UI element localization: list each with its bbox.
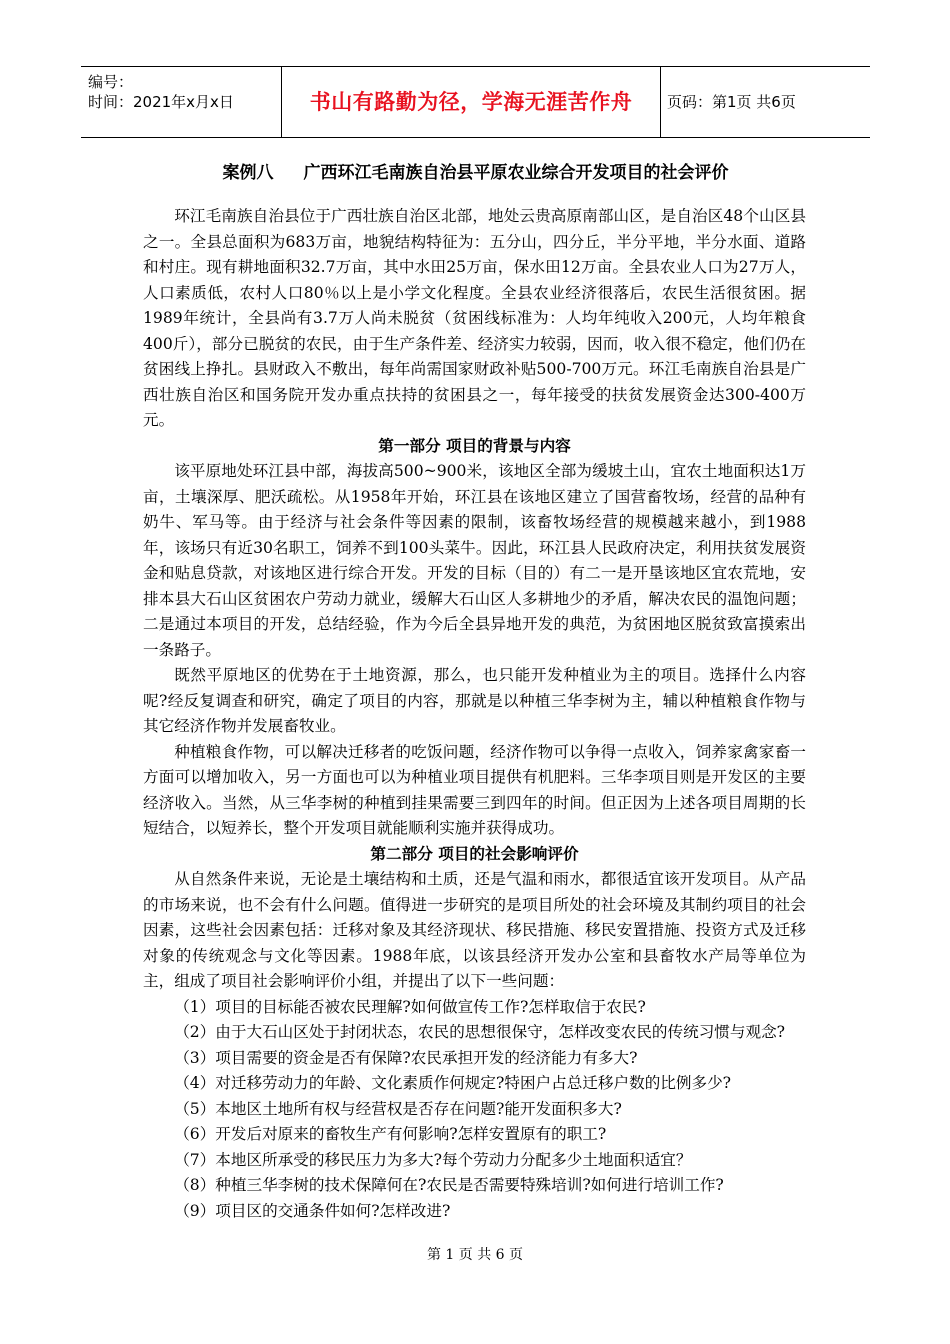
header-info-cell [81, 67, 282, 137]
number-label: 编号： [88, 73, 134, 91]
question-item: （1）项目的目标能否被农民理解?如何做宣传工作?怎样取信于农民? [174, 997, 646, 1016]
case-label: 案例八 [222, 163, 274, 183]
question-list [143, 995, 806, 1225]
part1-paragraph: 既然平原地区的优势在于土地资源，那么，也只能开发种植业为主的项目。选择什么内容呢?经反复调查和研究，确定了项目的内容，那就是以种植三华李树为主，辅以种植粮食作物与其它经济作物并发展畜牧业。 [143, 666, 806, 735]
part1-heading: 第一部分 项目的背景与内容 [378, 436, 571, 455]
part1-paragraph: 该平原地处环江县中部，海拔高500~900米，该地区全部为缓坡土山，宜农土地面积达1万亩，土壤深厚、肥沃疏松。从1958年开始，环江县在该地区建立了国营畜牧场，经营的品种有奶牛、军马等。由于经济与社会条件等因素的限制，该畜牧场经营的规模越来越小，到1988年，该场只有近30名职工，饲养不到100头菜牛。因此，环江县人民政府决定，利用扶贫发展资金和贴息贷款，对该地区进行综合开发。开发的目标（目的）有二一是开垦该地区宜农荒地，安排本县大石山区贫困农户劳动力就业，缓解大石山区人多耕地少的矛盾，解决农民的温饱问题；二是通过本项目的开发，总结经验，作为今后全县异地开发的典范，为贫困地区脱贫致富摸索出一条路子。 [143, 462, 806, 659]
header-page-cell [661, 67, 870, 137]
question-item: （6）开发后对原来的畜牧生产有何影响?怎样安置原有的职工? [174, 1125, 607, 1143]
document-body [143, 204, 806, 1224]
document-header [81, 66, 870, 138]
header-motto-cell [282, 67, 661, 137]
page-info: 页码：第1页 共6页 [667, 93, 796, 111]
question-item: （8）种植三华李树的技术保障何在?农民是否需要特殊培训?如何进行培训工作? [174, 1176, 724, 1194]
part2-paragraph: 从自然条件来说，无论是土壤结构和土质，还是气温和雨水，都很适宜该开发项目。从产品的市场来说，也不会有什么问题。值得进一步研究的是项目所处的社会环境及其制约项目的社会因素，这些社会因素包括：迁移对象及其经济现状、移民措施、移民安置措施、投资方式及迁移对象的传统观念与文化等因素。1988年底，以该县经济开发办公室和县畜牧水产局等单位为主，组成了项目社会影响评价小组，并提出了以下一些问题： [143, 870, 806, 990]
title-text: 广西环江毛南族自治县平原农业综合开发项目的社会评价 [303, 163, 729, 183]
date-line: 时间：2021年x月x日 [88, 93, 234, 111]
question-item: （4）对迁移劳动力的年龄、文化素质作何规定?特困户占总迁移户数的比例多少? [174, 1074, 732, 1092]
part2-heading: 第二部分 项目的社会影响评价 [370, 844, 579, 863]
motto-text: 书山有路勤为径，学海无涯苦作舟 [309, 90, 633, 114]
question-item: （9）项目区的交通条件如何?怎样改进? [174, 1201, 451, 1220]
page-footer: 第 1 页 共 6 页 [426, 1247, 524, 1263]
part1-paragraph: 种植粮食作物，可以解决迁移者的吃饭问题，经济作物可以争得一点收入，饲养家禽家畜一方面可以增加收入，另一方面也可以为种植业项目提供有机肥料。三华李项目则是开发区的主要经济收入。当然，从三华李树的种植到挂果需要三到四年的时间。但正因为上述各项目周期的长短结合，以短养长，整个开发项目就能顺利实施并获得成功。 [143, 742, 806, 837]
intro-paragraph: 环江毛南族自治县位于广西壮族自治区北部，地处云贵高原南部山区，是自治区48个山区县之一。全县总面积为683万亩，地貌结构特征为：五分山，四分丘，半分平地，半分水面、道路和村庄。现有耕地面积32.7万亩，其中水田25万亩，保水田12万亩。全县农业人口为27万人，人口素质低，农村人口80％以上是小学文化程度。全县农业经济很落后，农民生活很贫困。据1989年统计，全县尚有3.7万人尚未脱贫（贫困线标准为：人均年纯收入200元，人均年粮食400斤），部分已脱贫的农民，由于生产条件差、经济实力较弱，因而，收入很不稳定，他们仍在贫困线上挣扎。县财政入不敷出，每年尚需国家财政补贴500-700万元。环江毛南族自治县是广西壮族自治区和国务院开发办重点扶持的贫困县之一，每年接受的扶贫发展资金达300-400万元。 [143, 207, 806, 429]
question-item: （3）项目需要的资金是否有保障?农民承担开发的经济能力有多大? [174, 1048, 638, 1067]
question-item: （7）本地区所承受的移民压力为多大?每个劳动力分配多少土地面积适宜？ [174, 1150, 692, 1169]
question-item: （2）由于大石山区处于封闭状态，农民的思想很保守，怎样改变农民的传统习惯与观念? [174, 1023, 786, 1041]
document-title [81, 158, 870, 183]
question-item: （5）本地区土地所有权与经营权是否存在问题?能开发面积多大? [174, 1099, 622, 1118]
